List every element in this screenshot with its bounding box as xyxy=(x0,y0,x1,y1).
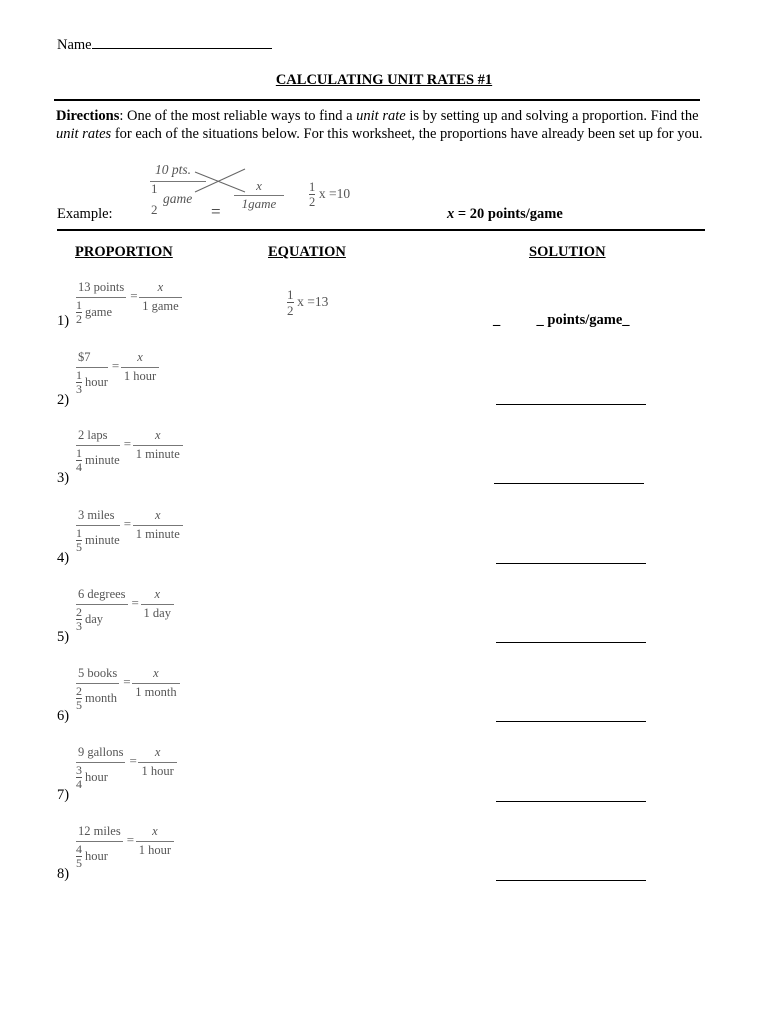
denominator-unit: minute xyxy=(85,453,120,467)
example-solution xyxy=(447,206,563,223)
answer-blank[interactable] xyxy=(496,721,646,722)
page-title: CALCULATING UNIT RATES #1 xyxy=(275,72,493,88)
proportion-rhs-var: x xyxy=(138,745,176,763)
proportion-rhs-var: x xyxy=(133,508,183,526)
proportion-rhs-den: 1 month xyxy=(135,685,177,699)
proportion-numerator: 2 laps xyxy=(76,428,120,446)
example-denom-frac-bottom: 2 xyxy=(151,202,158,217)
proportion-denominator xyxy=(76,527,120,554)
denominator-unit: month xyxy=(85,691,117,705)
name-label: Name xyxy=(57,37,92,53)
answer-blank[interactable] xyxy=(496,404,646,405)
denominator-fraction: $\frac{4}{5}$ xyxy=(76,842,82,870)
proportion-equals: = xyxy=(130,288,138,303)
proportion-right-fraction xyxy=(139,280,181,314)
problem-number: 5) xyxy=(57,629,70,645)
directions xyxy=(56,107,706,143)
answer-blank[interactable] xyxy=(496,563,646,564)
equation-rest: x =13 xyxy=(297,293,329,309)
problem-number: 4) xyxy=(57,550,70,566)
proportion-left-fraction xyxy=(76,824,123,870)
denominator-unit: minute xyxy=(85,533,120,547)
proportion-equals: = xyxy=(111,358,120,373)
proportion-numerator: 6 degrees xyxy=(76,587,128,605)
proportion-rhs-var: x xyxy=(136,824,174,842)
answer-blank[interactable] xyxy=(496,642,646,643)
proportion-numerator: 3 miles xyxy=(76,508,120,526)
equation xyxy=(287,287,328,318)
proportion-left-fraction xyxy=(76,350,108,396)
proportion-numerator: 9 gallons xyxy=(76,745,125,763)
equation-coefficient: $\frac{1}{2}$ xyxy=(287,287,294,318)
proportion-equals: = xyxy=(123,674,131,689)
example-equals: = xyxy=(211,202,221,221)
example-proportion-right xyxy=(234,178,284,212)
answer-blank[interactable] xyxy=(494,483,644,484)
denominator-fraction: $\frac{1}{5}$ xyxy=(76,526,82,554)
proportion-rhs-den: 1 day xyxy=(143,606,171,620)
proportion-rhs-var: x xyxy=(139,280,181,298)
example-rhs-var: x xyxy=(256,178,262,193)
proportion-denominator xyxy=(76,685,119,712)
proportion-rhs-var: x xyxy=(132,666,179,684)
example-eq-coefficient: $\frac{1}{2}$ xyxy=(309,180,316,209)
problem-number: 6) xyxy=(57,708,70,724)
proportion-right-fraction xyxy=(136,824,174,858)
example-denom-whole: 1 xyxy=(151,181,158,196)
proportion-rhs-den: 1 hour xyxy=(141,764,174,778)
proportion-left-fraction xyxy=(76,508,120,554)
proportion-equals: = xyxy=(129,753,137,768)
title-rule xyxy=(54,99,700,101)
header-proportion: PROPORTION xyxy=(75,244,173,260)
proportion-equals: = xyxy=(126,832,135,847)
denominator-unit: hour xyxy=(85,375,108,389)
directions-text-2: is by setting up and solving a proportion. Find the xyxy=(405,108,699,124)
proportion-numerator: 13 points xyxy=(76,280,126,298)
proportion-left-fraction xyxy=(76,587,128,633)
proportion-left-fraction xyxy=(76,745,125,791)
name-line xyxy=(57,35,272,54)
denominator-fraction: $\frac{1}{3}$ xyxy=(76,368,82,396)
header-equation: EQUATION xyxy=(268,244,346,260)
denominator-fraction: $\frac{2}{5}$ xyxy=(76,684,82,712)
problem-number: 7) xyxy=(57,787,70,803)
proportion-rhs-den: 1 minute xyxy=(135,447,180,461)
answer-blank[interactable] xyxy=(496,880,646,881)
proportion-numerator: 5 books xyxy=(76,666,119,684)
proportion-denominator xyxy=(76,843,123,870)
proportion-left-fraction xyxy=(76,428,120,474)
example-solution-rest: = 20 points/game xyxy=(454,206,563,222)
directions-text-1: : One of the most reliable ways to find a xyxy=(119,108,357,124)
proportion-left-fraction xyxy=(76,280,126,326)
denominator-unit: hour xyxy=(85,849,108,863)
problem-number: 2) xyxy=(57,392,70,408)
proportion-right-fraction xyxy=(121,350,159,384)
proportion-rhs-var: x xyxy=(133,428,183,446)
proportion-left-fraction xyxy=(76,666,119,712)
example-rhs-den: 1game xyxy=(234,195,284,212)
example-label: Example: xyxy=(57,206,113,222)
proportion-right-fraction xyxy=(132,666,179,700)
name-blank[interactable] xyxy=(92,35,272,49)
proportion-rhs-den: 1 minute xyxy=(135,527,180,541)
proportion-denominator xyxy=(76,369,108,396)
example-eq-rest: x =10 xyxy=(318,185,351,201)
denominator-fraction: $\frac{1}{4}$ xyxy=(76,446,82,474)
proportion-equals: = xyxy=(123,516,132,531)
example-equation xyxy=(309,180,350,209)
proportion-right-fraction xyxy=(133,428,183,462)
directions-label: Directions xyxy=(56,108,120,124)
proportion-rhs-var: x xyxy=(141,587,174,605)
example-rule xyxy=(57,229,705,231)
answer-field[interactable]: _ _ points/game_ xyxy=(493,312,630,328)
proportion-equals: = xyxy=(123,436,132,451)
denominator-unit: day xyxy=(85,612,104,626)
proportion-numerator: $7 xyxy=(76,350,108,368)
proportion-denominator xyxy=(76,606,128,633)
example-numerator: 10 pts. xyxy=(155,162,192,177)
proportion-rhs-den: 1 hour xyxy=(123,369,157,383)
proportion-equals: = xyxy=(131,595,139,610)
directions-text-3: for each of the situations below. For this worksheet, the proportions have already been set up for you. xyxy=(111,126,703,142)
proportion-rhs-var: x xyxy=(121,350,159,368)
denominator-fraction: $\frac{2}{3}$ xyxy=(76,605,82,633)
proportion-right-fraction xyxy=(138,745,176,779)
denominator-unit: game xyxy=(85,305,113,319)
problem-number: 8) xyxy=(57,866,70,882)
example-solution-var: x xyxy=(447,206,455,222)
denominator-fraction: $\frac{3}{4}$ xyxy=(76,763,82,791)
example-denom-unit: game xyxy=(163,191,193,206)
problem-number: 1) xyxy=(57,313,70,329)
proportion-rhs-den: 1 game xyxy=(142,299,179,313)
proportion-rhs-den: 1 hour xyxy=(138,843,172,857)
proportion-denominator xyxy=(76,764,125,791)
denominator-fraction: $\frac{1}{2}$ xyxy=(76,298,82,326)
answer-blank[interactable] xyxy=(496,801,646,802)
proportion-right-fraction xyxy=(141,587,174,621)
denominator-unit: hour xyxy=(85,770,108,784)
proportion-denominator xyxy=(76,447,120,474)
proportion-denominator xyxy=(76,299,126,326)
header-solution: SOLUTION xyxy=(529,244,606,260)
proportion-right-fraction xyxy=(133,508,183,542)
problem-number: 3) xyxy=(57,470,70,486)
directions-em-unit-rate: unit rate xyxy=(356,108,406,124)
proportion-numerator: 12 miles xyxy=(76,824,123,842)
directions-em-unit-rates: unit rates xyxy=(56,126,112,142)
